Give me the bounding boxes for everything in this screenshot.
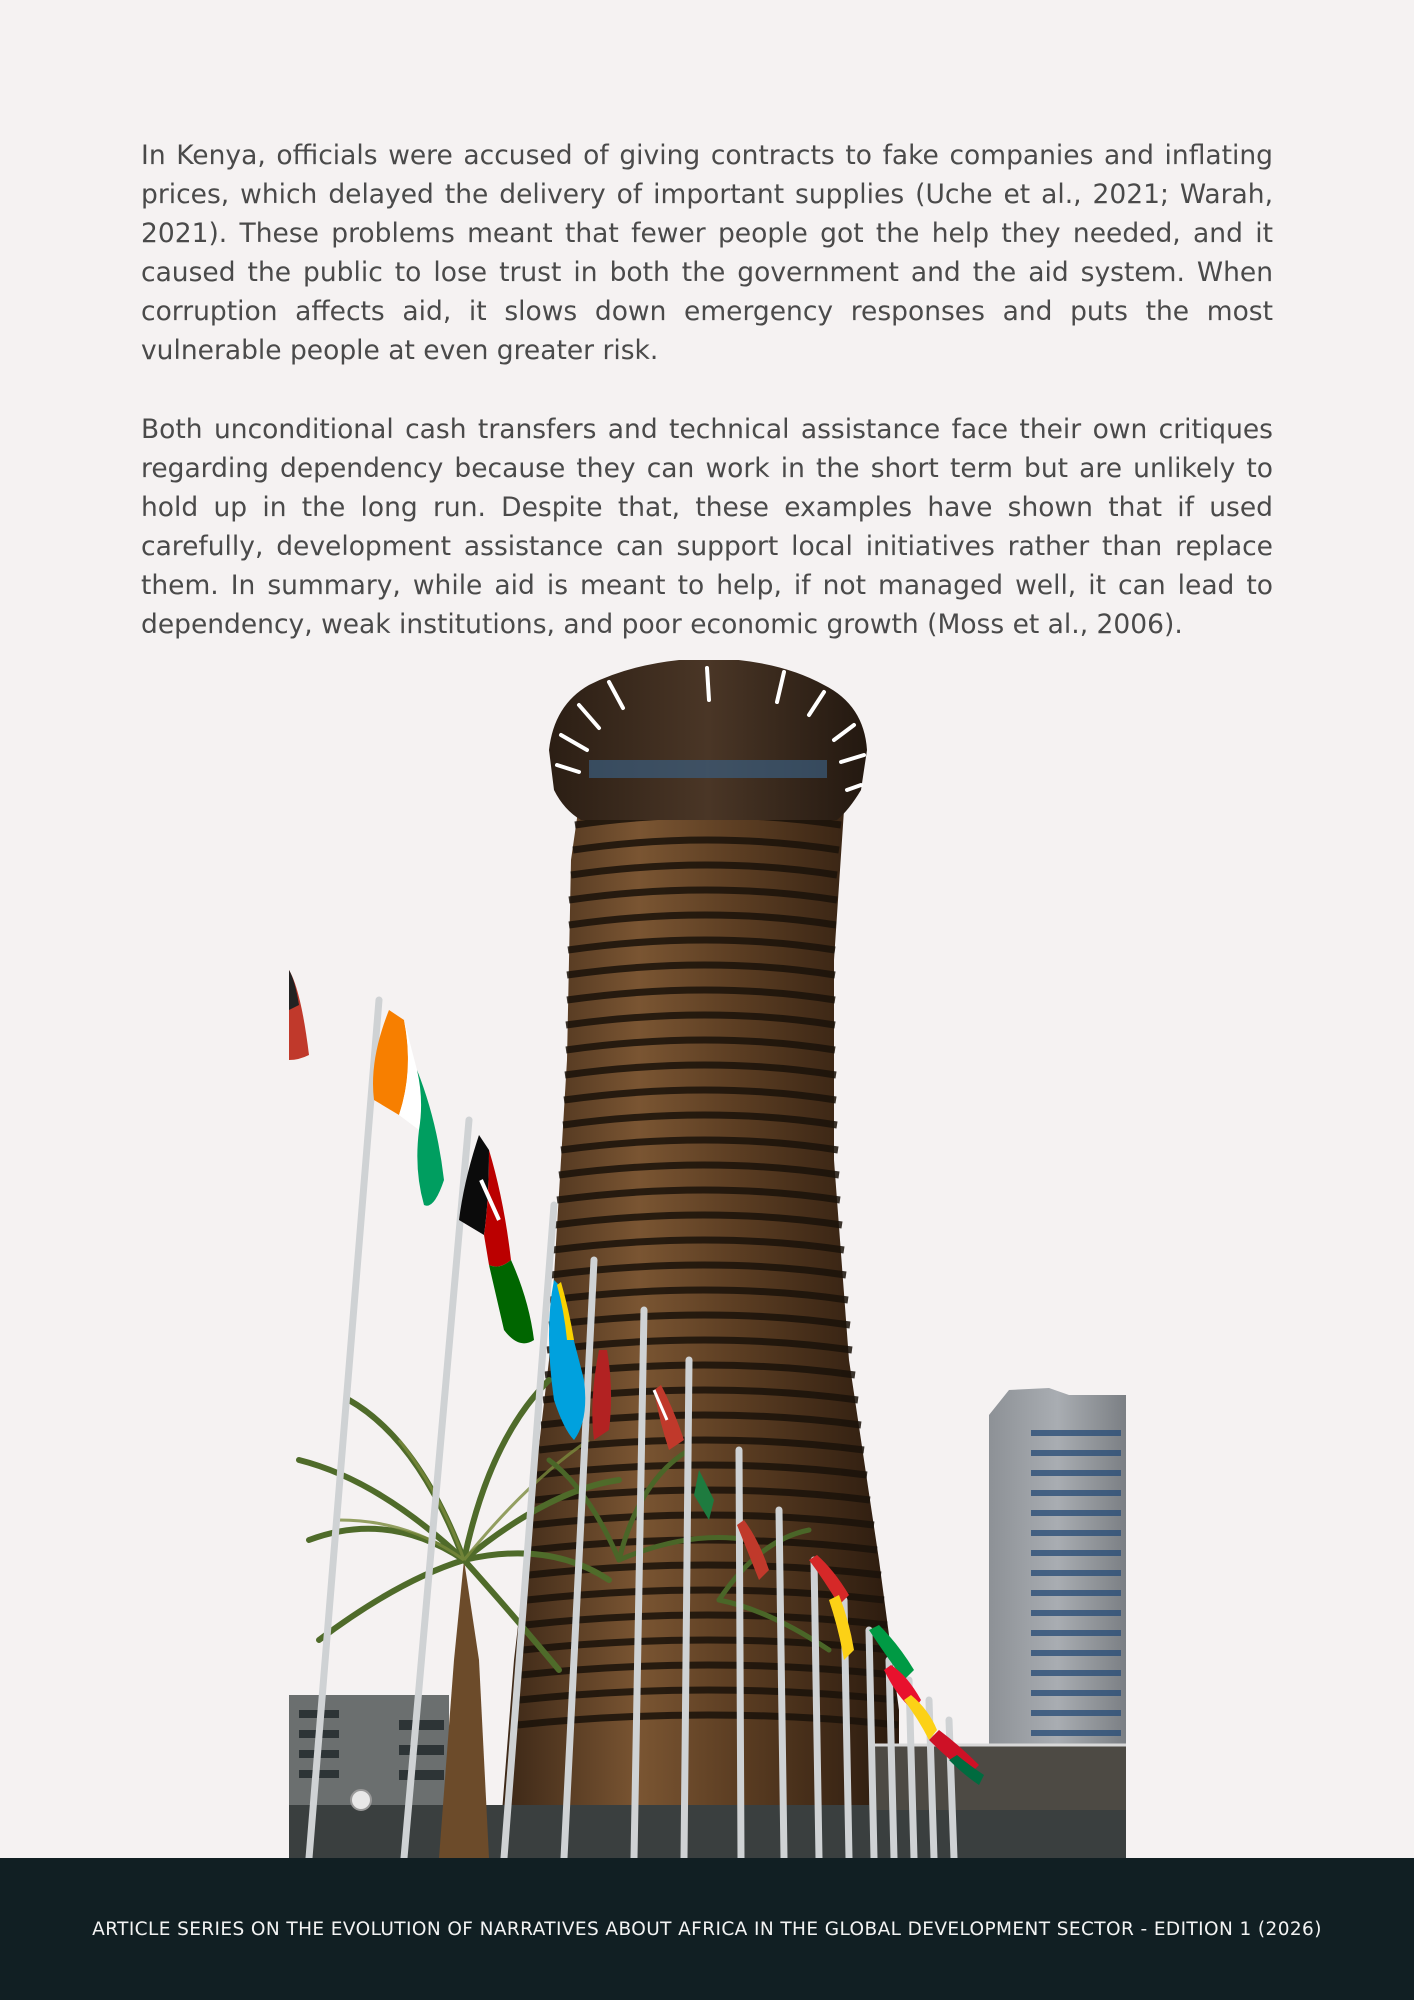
tower-crown [549,660,867,820]
article-body [141,136,1273,684]
article-paragraph-1: In Kenya, officials were accused of giving contracts to fake companies and inflating prices, which delayed the delivery of important supplies (Uche et al., 2021; Warah, 2021). These problems meant that fewer people got the help they needed, and it caused the public to lose trust in both the government and the aid system. When corruption affects aid, it slows down emergency responses and puts the most vulnerable people at even greater risk. [141,140,1273,366]
satellite-dish [351,1790,371,1810]
article-paragraph-2: Both unconditional cash transfers and technical assistance face their own critiques regarding dependency because they can work in the short term but are unlikely to hold up in the long run. Despite that, these examples have shown that if used carefully, development assistance can support local initiatives rather than replace them. In summary, while aid is meant to help, if not managed well, it can lead to dependency, weak institutions, and poor economic growth (Moss et al., 2006). [141,414,1273,640]
footer-series-title: ARTICLE SERIES ON THE EVOLUTION OF NARRATIVES ABOUT AFRICA IN THE GLOBAL DEVELOPMENT SECTOR - EDITION 1 (2026) [92,1918,1322,1940]
footer-bar [0,1858,1414,2000]
kicc-tower-photo [289,660,1126,1858]
